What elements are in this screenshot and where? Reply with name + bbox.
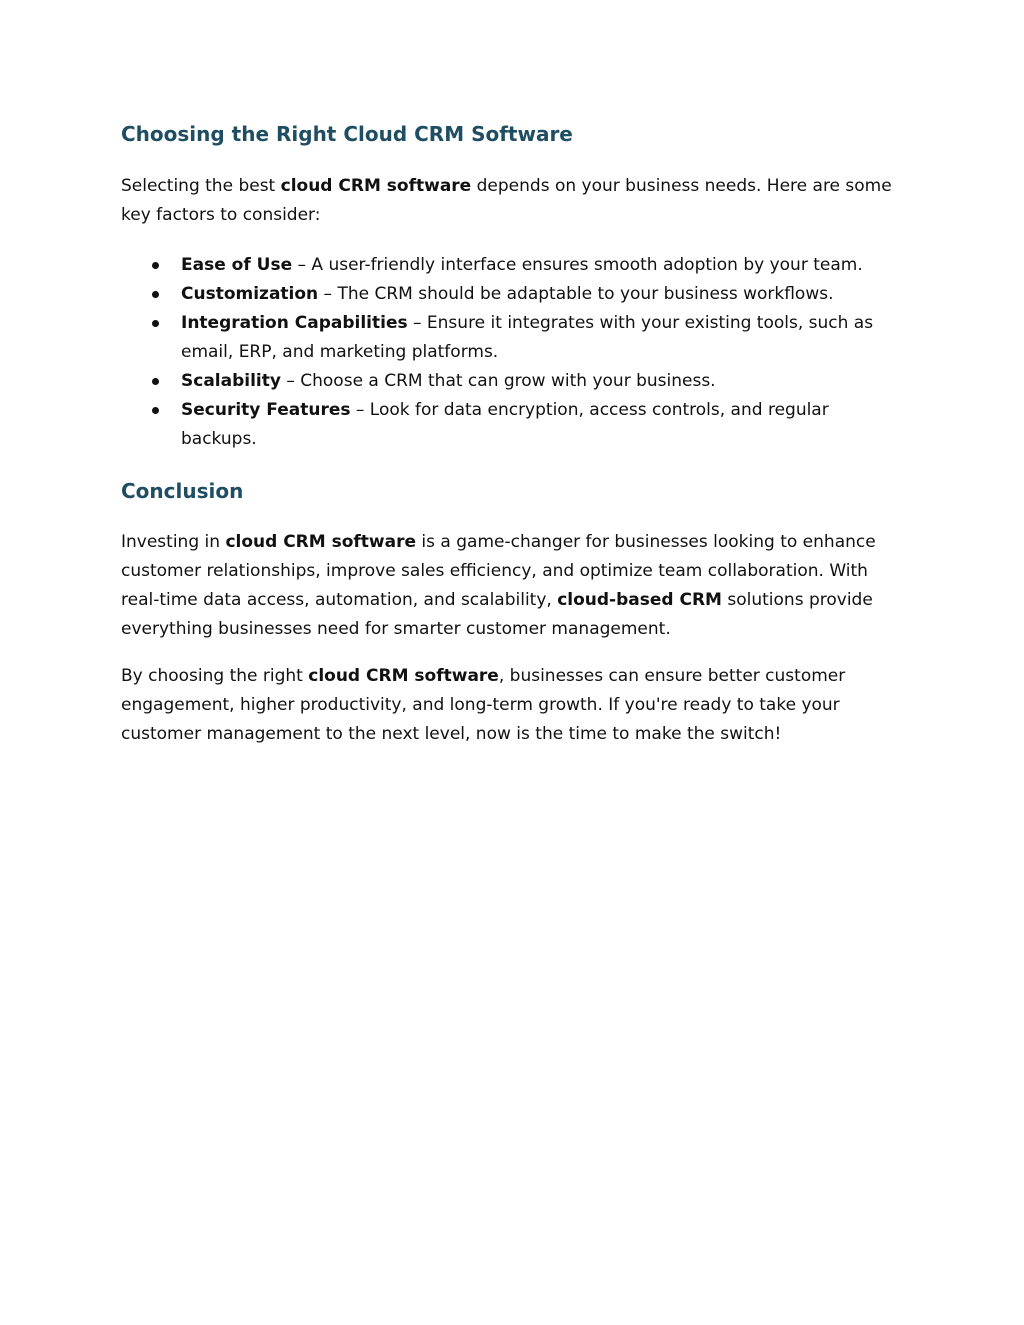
factor-title: Ease of Use — [181, 255, 293, 275]
intro-text-pre: Selecting the best — [121, 176, 281, 196]
conclusion-paragraph-2 — [121, 662, 896, 749]
list-item — [121, 396, 896, 454]
conclusion-text-mid: is a game-changer for businesses looking to enhance customer relationships, improve sales efficiency, and optimize team collaboration. With real-time data access, automation, and scalability, — [121, 532, 876, 610]
list-item — [121, 251, 896, 280]
intro-text-post: depends on your business needs. Here are some key factors to consider: — [121, 176, 892, 225]
intro-text-bold: cloud CRM software — [280, 176, 472, 196]
list-item — [121, 280, 896, 309]
bullet-icon — [152, 407, 159, 414]
conclusion-text-bold-2: cloud-based CRM — [557, 590, 722, 610]
factor-text: – Ensure it integrates with your existing tools, such as email, ERP, and marketing platforms. — [181, 313, 874, 362]
factor-title: Customization — [181, 284, 319, 304]
factors-list — [121, 251, 896, 454]
conclusion-paragraph-1 — [121, 528, 896, 644]
factor-text: – Choose a CRM that can grow with your business. — [280, 371, 716, 391]
conclusion-text-post: solutions provide everything businesses need for smarter customer management. — [121, 590, 873, 639]
factor-text: – The CRM should be adaptable to your business workflows. — [318, 284, 834, 304]
bullet-icon — [152, 262, 159, 269]
bullet-icon — [152, 320, 159, 327]
factor-text: – A user-friendly interface ensures smooth adoption by your team. — [292, 255, 863, 275]
section-heading-choosing: Choosing the Right Cloud CRM Software — [121, 122, 573, 146]
factor-text: – Look for data encryption, access controls, and regular backups. — [181, 400, 829, 449]
section-heading-conclusion: Conclusion — [121, 479, 244, 503]
factor-title: Scalability — [181, 371, 281, 391]
intro-paragraph — [121, 172, 896, 230]
factor-title: Integration Capabilities — [181, 313, 408, 333]
list-item — [121, 309, 896, 367]
conclusion2-text-post: , businesses can ensure better customer engagement, higher productivity, and long-term growth. If you're ready to take your customer management to the next level, now is the time to make the switch! — [121, 666, 846, 744]
bullet-icon — [152, 291, 159, 298]
factor-title: Security Features — [181, 400, 351, 420]
conclusion2-text-pre: By choosing the right — [121, 666, 309, 686]
bullet-icon — [152, 378, 159, 385]
conclusion2-text-bold: cloud CRM software — [308, 666, 499, 686]
conclusion-text-bold-1: cloud CRM software — [225, 532, 417, 552]
list-item — [121, 367, 896, 396]
conclusion-text-pre: Investing in — [121, 532, 226, 552]
